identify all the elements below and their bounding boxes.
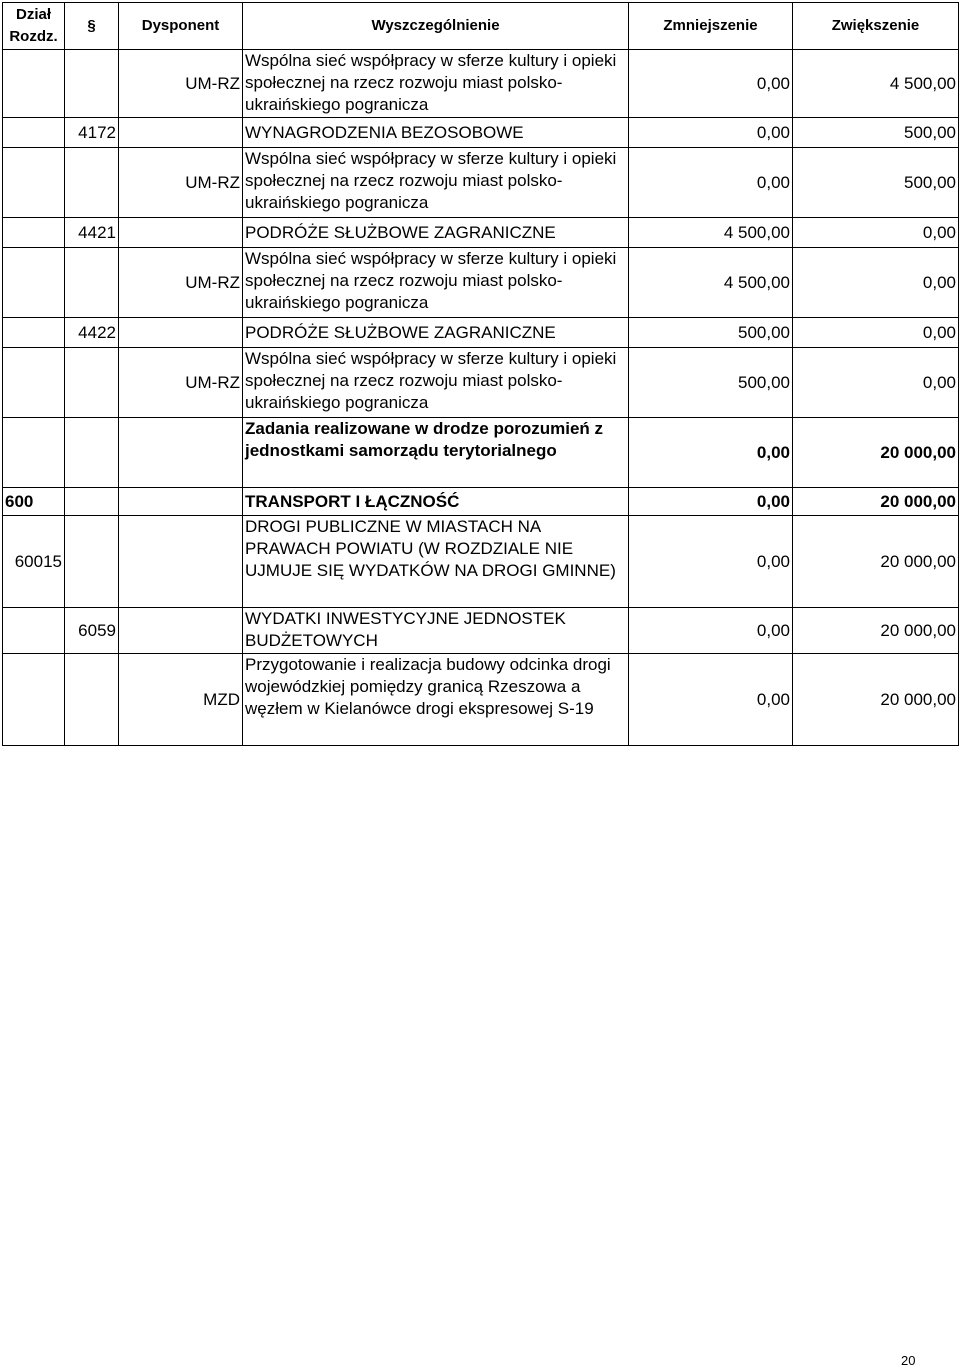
cell-zwiekszenie: 20 000,00 (793, 608, 959, 654)
cell-dzial (3, 148, 65, 218)
cell-zwiekszenie: 0,00 (793, 218, 959, 248)
cell-zmniejszenie: 0,00 (629, 50, 793, 118)
cell-dzial (3, 608, 65, 654)
cell-dzial (3, 218, 65, 248)
cell-dysponent: UM-RZ (119, 248, 243, 318)
header-paragraf: § (65, 3, 119, 50)
cell-zwiekszenie: 500,00 (793, 118, 959, 148)
table-row (3, 516, 959, 608)
cell-zmniejszenie: 0,00 (629, 608, 793, 654)
cell-description: Zadania realizowane w drodze porozumień z jednostkami samorządu terytorialnego (243, 418, 629, 488)
table-row (3, 488, 959, 516)
cell-zwiekszenie: 500,00 (793, 148, 959, 218)
budget-table (2, 2, 959, 746)
cell-paragraf (65, 488, 119, 516)
cell-paragraf: 4422 (65, 318, 119, 348)
cell-dzial (3, 654, 65, 746)
cell-dzial (3, 118, 65, 148)
cell-paragraf: 4421 (65, 218, 119, 248)
cell-zwiekszenie: 0,00 (793, 348, 959, 418)
cell-paragraf: 6059 (65, 608, 119, 654)
cell-zmniejszenie: 4 500,00 (629, 248, 793, 318)
cell-zmniejszenie: 4 500,00 (629, 218, 793, 248)
cell-description: PODRÓŻE SŁUŻBOWE ZAGRANICZNE (243, 218, 629, 248)
cell-dysponent: UM-RZ (119, 348, 243, 418)
cell-paragraf: 4172 (65, 118, 119, 148)
header-dzial: Dział (15, 6, 51, 23)
table-row (3, 418, 959, 488)
table-row (3, 348, 959, 418)
cell-zwiekszenie: 20 000,00 (793, 516, 959, 608)
cell-dzial (3, 248, 65, 318)
header-dzial-rozdz (3, 3, 65, 50)
cell-zwiekszenie: 20 000,00 (793, 488, 959, 516)
table-row (3, 118, 959, 148)
cell-zmniejszenie: 0,00 (629, 488, 793, 516)
cell-dysponent (119, 418, 243, 488)
cell-paragraf (65, 50, 119, 118)
table-row (3, 654, 959, 746)
cell-paragraf (65, 654, 119, 746)
cell-description: TRANSPORT I ŁĄCZNOŚĆ (243, 488, 629, 516)
table-row (3, 148, 959, 218)
cell-description: Wspólna sieć współpracy w sferze kultury i opieki społecznej na rzecz rozwoju miast polsko-ukraińskiego pogranicza (243, 248, 629, 318)
cell-zmniejszenie: 0,00 (629, 516, 793, 608)
cell-paragraf (65, 248, 119, 318)
cell-zmniejszenie: 0,00 (629, 148, 793, 218)
cell-zmniejszenie: 500,00 (629, 318, 793, 348)
cell-description: DROGI PUBLICZNE W MIASTACH NA PRAWACH POWIATU (W ROZDZIALE NIE UJMUJE SIĘ WYDATKÓW NA DROGI GMINNE) (243, 516, 629, 608)
header-dysponent: Dysponent (119, 3, 243, 50)
cell-dysponent: UM-RZ (119, 50, 243, 118)
cell-paragraf (65, 148, 119, 218)
cell-dysponent (119, 488, 243, 516)
cell-zmniejszenie: 500,00 (629, 348, 793, 418)
cell-zmniejszenie: 0,00 (629, 418, 793, 488)
cell-paragraf (65, 516, 119, 608)
cell-zmniejszenie: 0,00 (629, 654, 793, 746)
cell-dysponent: UM-RZ (119, 148, 243, 218)
cell-rozdzial: 60015 (3, 516, 65, 608)
cell-description: WYDATKI INWESTYCYJNE JEDNOSTEK BUDŻETOWYCH (243, 608, 629, 654)
cell-description: Przygotowanie i realizacja budowy odcinka drogi wojewódzkiej pomiędzy granicą Rzeszowa a węzłem w Kielanówce drogi ekspresowej S-19 (243, 654, 629, 746)
cell-dysponent (119, 516, 243, 608)
cell-zwiekszenie: 20 000,00 (793, 418, 959, 488)
cell-dzial (3, 318, 65, 348)
header-wyszczegolnienie: Wyszczególnienie (243, 3, 629, 50)
cell-dzial (3, 348, 65, 418)
cell-zwiekszenie: 20 000,00 (793, 654, 959, 746)
header-rozdz: Rozdz. (9, 28, 58, 45)
cell-dysponent (119, 118, 243, 148)
table-row (3, 318, 959, 348)
cell-description: Wspólna sieć współpracy w sferze kultury i opieki społecznej na rzecz rozwoju miast polsko-ukraińskiego pogranicza (243, 148, 629, 218)
cell-paragraf (65, 348, 119, 418)
cell-zwiekszenie: 0,00 (793, 318, 959, 348)
table-row (3, 608, 959, 654)
cell-dysponent: MZD (119, 654, 243, 746)
cell-zmniejszenie: 0,00 (629, 118, 793, 148)
cell-dzial: 600 (3, 488, 65, 516)
cell-description: Wspólna sieć współpracy w sferze kultury i opieki społecznej na rzecz rozwoju miast polsko-ukraińskiego pogranicza (243, 348, 629, 418)
table-header-row (3, 3, 959, 50)
table-row (3, 248, 959, 318)
cell-dysponent (119, 218, 243, 248)
cell-description: PODRÓŻE SŁUŻBOWE ZAGRANICZNE (243, 318, 629, 348)
cell-description: Wspólna sieć współpracy w sferze kultury i opieki społecznej na rzecz rozwoju miast polsko-ukraińskiego pogranicza (243, 50, 629, 118)
cell-paragraf (65, 418, 119, 488)
table-row (3, 218, 959, 248)
table-row (3, 50, 959, 118)
cell-dzial (3, 418, 65, 488)
header-zmniejszenie: Zmniejszenie (629, 3, 793, 50)
page-number: 20 (901, 1353, 916, 1368)
header-zwiekszenie: Zwiększenie (793, 3, 959, 50)
cell-zwiekszenie: 0,00 (793, 248, 959, 318)
cell-dysponent (119, 318, 243, 348)
cell-zwiekszenie: 4 500,00 (793, 50, 959, 118)
cell-dysponent (119, 608, 243, 654)
cell-dzial (3, 50, 65, 118)
cell-description: WYNAGRODZENIA BEZOSOBOWE (243, 118, 629, 148)
